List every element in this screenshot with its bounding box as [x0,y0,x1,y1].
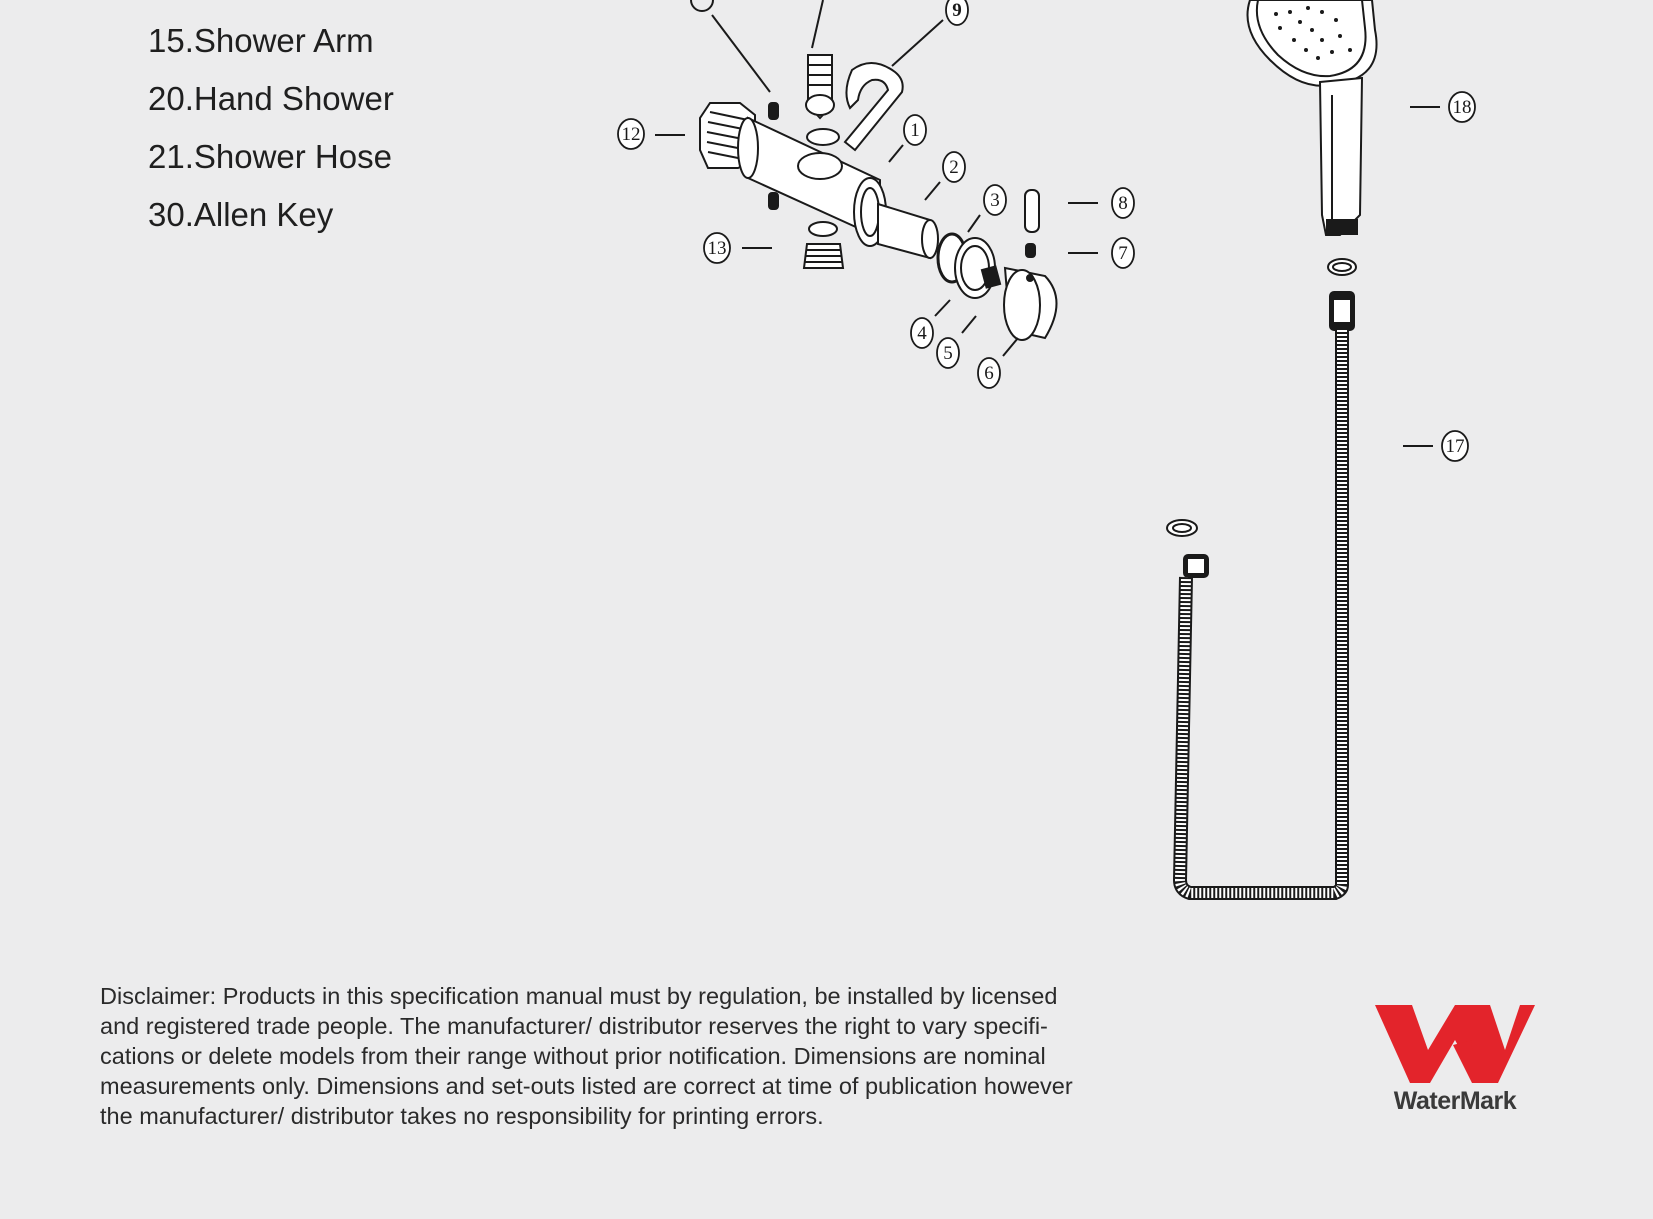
callout-label: 1 [910,120,920,141]
callout-5 [937,338,959,368]
hand-shower [1248,0,1377,275]
callout-2 [943,152,965,182]
callout-18 [1449,92,1475,122]
callout-1 [904,115,926,145]
callout-label: 6 [984,363,994,384]
leader-line [812,0,823,48]
parts-list-item: 21.Shower Hose [148,138,392,175]
disclaimer-text: Disclaimer: Products in this specification manual must by regulation, be installed by licensed and registered trade people. The manufacturer/ distributor reserves the right to vary specifi- cations or delete models from their range without prior notification. Dimensions are nominal measurements only. Dimensions and set-outs listed are correct at time of publication however the manufacturer/ distributor takes no responsibility for printing errors. [100,983,1073,1129]
callout-7 [1112,238,1134,268]
callout-17 [1442,431,1468,461]
callout-label: 7 [1118,243,1128,264]
callout-label: 3 [990,190,1000,211]
callout-4 [911,318,933,348]
shower-hose [1167,292,1354,893]
callout-label: 12 [621,124,641,145]
callout-6 [978,358,1000,388]
leader-line [935,300,950,316]
parts-list-item: 15.Shower Arm [148,22,374,59]
leader-line [889,145,903,162]
callout-9 [946,0,968,25]
leader-line [1003,338,1018,356]
callout-label: 17 [1445,436,1465,457]
parts-list-item: 30.Allen Key [148,196,334,233]
leader-line [962,316,976,333]
watermark-logo-text: WaterMark [1393,1087,1517,1115]
callout-label: 9 [952,0,962,21]
leader-line [968,215,980,232]
leader-line [925,182,940,200]
callout-12 [618,119,644,149]
callout-partial [691,0,713,11]
callout-8 [1112,188,1134,218]
callout-13 [704,233,730,263]
leader-line [712,15,770,92]
watermark-logo [1375,1005,1535,1083]
callout-label: 18 [1452,97,1472,118]
callout-label: 5 [943,343,953,364]
parts-list-item: 20.Hand Shower [148,80,394,117]
callout-3 [984,185,1006,215]
callout-label: 2 [949,157,959,178]
leader-line [892,20,943,66]
callout-label: 8 [1118,193,1128,214]
callout-label: 4 [917,323,927,344]
callout-label: 13 [707,238,727,259]
